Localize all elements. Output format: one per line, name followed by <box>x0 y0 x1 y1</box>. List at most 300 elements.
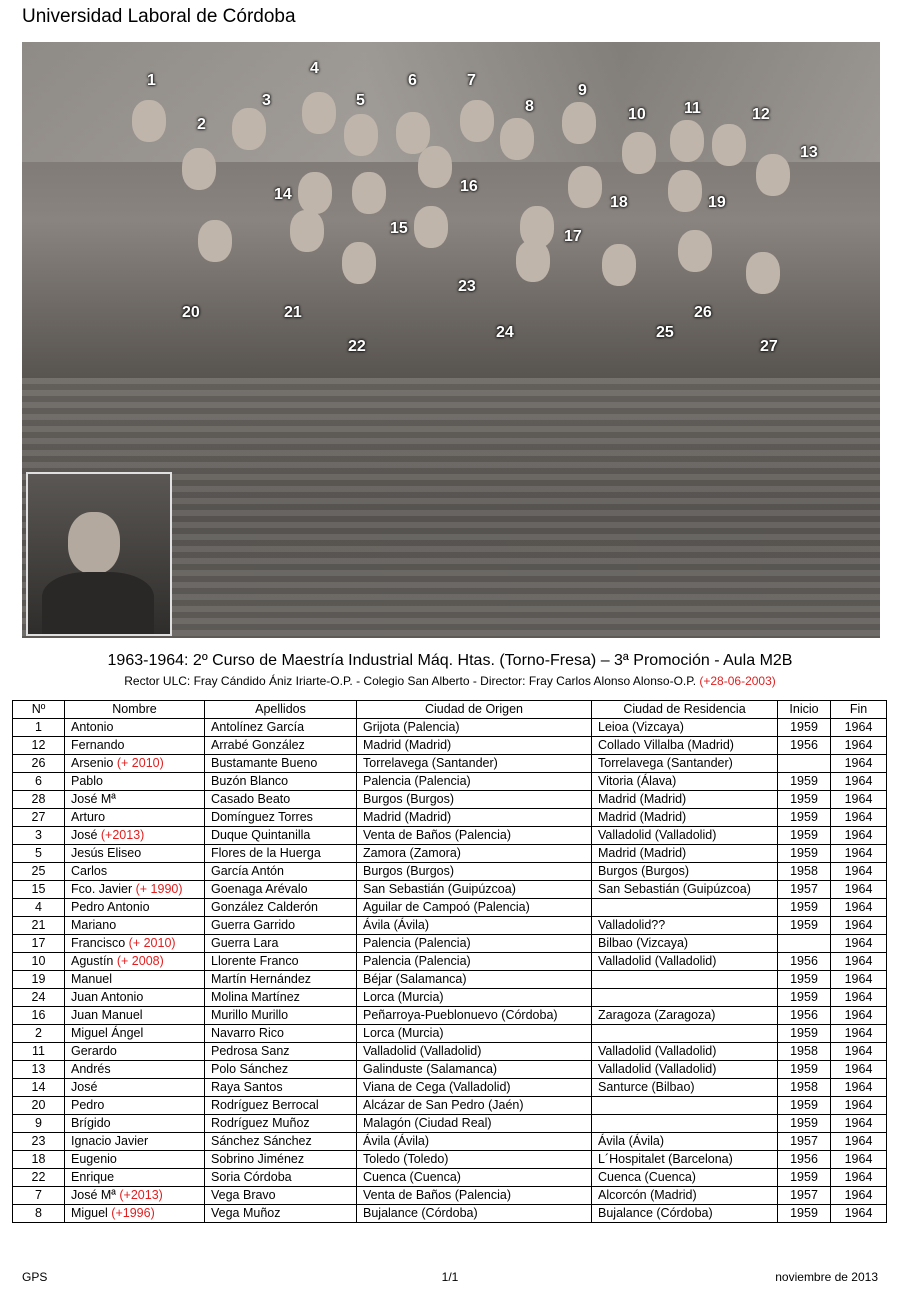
cell-inicio-text: 1959 <box>790 846 818 860</box>
table-row <box>13 791 887 809</box>
table-row <box>13 1025 887 1043</box>
table-row <box>13 1061 887 1079</box>
group-photo <box>22 42 880 638</box>
cell-inicio-text: 1958 <box>790 1080 818 1094</box>
caption-sub-main: Rector ULC: Fray Cándido Ániz Iriarte-O.P. - Colegio San Alberto - Director: Fray Carlos Alonso Alonso-O.P. <box>124 674 700 688</box>
cell-origen <box>357 1097 592 1115</box>
cell-fin <box>831 1151 887 1169</box>
cell-residencia-text: Valladolid (Valladolid) <box>598 954 717 968</box>
cell-apellidos-text: Antolínez García <box>211 720 305 734</box>
cell-inicio-text: 1956 <box>790 1008 818 1022</box>
photo-label: 24 <box>496 324 514 341</box>
cell-origen <box>357 899 592 917</box>
cell-numero-text: 21 <box>31 918 46 932</box>
cell-residencia <box>592 1043 778 1061</box>
cell-apellidos-text: Navarro Rico <box>211 1026 284 1040</box>
cell-inicio-text: 1959 <box>790 810 818 824</box>
cell-origen <box>357 1169 592 1187</box>
cell-nombre <box>65 881 205 899</box>
cell-apellidos-text: Goenaga Arévalo <box>211 882 308 896</box>
cell-nombre-text: Arsenio <box>71 756 117 770</box>
cell-residencia <box>592 1079 778 1097</box>
cell-origen-text: Grijota (Palencia) <box>363 720 460 734</box>
cell-residencia <box>592 809 778 827</box>
cell-nombre <box>65 899 205 917</box>
photo-label: 27 <box>760 338 778 355</box>
cell-residencia <box>592 989 778 1007</box>
person-head <box>182 148 216 190</box>
deceased-note: (+ 2008) <box>116 954 164 968</box>
cell-residencia <box>592 971 778 989</box>
cell-inicio-text: 1959 <box>790 774 818 788</box>
person-head <box>302 92 336 134</box>
cell-inicio <box>778 1079 831 1097</box>
cell-apellidos-text: Murillo Murillo <box>211 1008 289 1022</box>
cell-fin <box>831 917 887 935</box>
cell-residencia-text: L´Hospitalet (Barcelona) <box>598 1152 733 1166</box>
cell-origen <box>357 845 592 863</box>
cell-origen <box>357 1025 592 1043</box>
table-row <box>13 809 887 827</box>
cell-inicio <box>778 881 831 899</box>
cell-inicio-text: 1959 <box>790 1206 818 1220</box>
cell-numero-text: 4 <box>35 900 42 914</box>
cell-nombre <box>65 737 205 755</box>
person-head <box>602 244 636 286</box>
table-row <box>13 1079 887 1097</box>
cell-origen-text: Torrelavega (Santander) <box>363 756 498 770</box>
person-head <box>500 118 534 160</box>
cell-origen <box>357 935 592 953</box>
cell-nombre-text: Juan Antonio <box>71 990 144 1004</box>
person-head <box>516 240 550 282</box>
inset-photo <box>26 472 172 636</box>
cell-apellidos <box>205 1115 357 1133</box>
cell-numero <box>13 1115 65 1133</box>
cell-inicio-text: 1959 <box>790 1116 818 1130</box>
cell-fin-text: 1964 <box>844 954 873 968</box>
cell-fin <box>831 1097 887 1115</box>
photo-label: 5 <box>356 92 365 109</box>
cell-residencia-text: Madrid (Madrid) <box>598 810 687 824</box>
cell-fin <box>831 791 887 809</box>
cell-fin-text: 1964 <box>844 864 873 878</box>
cell-origen <box>357 773 592 791</box>
cell-inicio-text: 1958 <box>790 864 818 878</box>
cell-numero <box>13 1187 65 1205</box>
cell-nombre <box>65 971 205 989</box>
photo-label: 13 <box>800 144 818 161</box>
cell-origen-text: Ávila (Ávila) <box>363 1134 429 1148</box>
cell-numero <box>13 1079 65 1097</box>
person-head <box>198 220 232 262</box>
cell-nombre <box>65 1187 205 1205</box>
cell-inicio <box>778 827 831 845</box>
cell-origen <box>357 1043 592 1061</box>
cell-apellidos <box>205 719 357 737</box>
cell-origen <box>357 1115 592 1133</box>
cell-fin-text: 1964 <box>844 792 873 806</box>
cell-residencia <box>592 1151 778 1169</box>
cell-residencia-text: Madrid (Madrid) <box>598 846 687 860</box>
cell-origen <box>357 791 592 809</box>
cell-apellidos <box>205 791 357 809</box>
cell-apellidos <box>205 917 357 935</box>
cell-inicio <box>778 1187 831 1205</box>
deceased-note: (+ 1990) <box>135 882 183 896</box>
cell-inicio-text: 1959 <box>790 900 818 914</box>
cell-nombre-text: Antonio <box>71 720 114 734</box>
caption-title: 1963-1964: 2º Curso de Maestría Industrial Máq. Htas. (Torno-Fresa) – 3ª Promoción - Aula M2B <box>107 652 793 669</box>
cell-numero-text: 19 <box>31 972 46 986</box>
table-row <box>13 863 887 881</box>
cell-numero <box>13 1043 65 1061</box>
cell-inicio <box>778 809 831 827</box>
cell-fin-text: 1964 <box>844 756 873 770</box>
person-head <box>344 114 378 156</box>
cell-fin <box>831 881 887 899</box>
person-head <box>746 252 780 294</box>
cell-residencia <box>592 1133 778 1151</box>
cell-inicio-text: 1959 <box>790 1026 818 1040</box>
cell-fin-text: 1964 <box>844 1098 873 1112</box>
cell-numero-text: 27 <box>31 810 46 824</box>
cell-apellidos <box>205 1151 357 1169</box>
cell-numero-text: 5 <box>35 846 42 860</box>
table-row <box>13 1205 887 1223</box>
cell-nombre <box>65 827 205 845</box>
deceased-note: (+1996) <box>111 1206 155 1220</box>
cell-fin-text: 1964 <box>844 972 873 986</box>
table-row <box>13 1169 887 1187</box>
footer-left: GPS <box>22 1270 48 1284</box>
cell-residencia <box>592 953 778 971</box>
table-body <box>13 719 887 1223</box>
cell-numero <box>13 1151 65 1169</box>
cell-inicio-text: 1956 <box>790 954 818 968</box>
cell-inicio <box>778 1115 831 1133</box>
cell-fin-text: 1964 <box>844 810 873 824</box>
cell-origen-text: Peñarroya-Pueblonuevo (Córdoba) <box>363 1008 558 1022</box>
cell-origen-text: Palencia (Palencia) <box>363 954 471 968</box>
cell-nombre <box>65 1151 205 1169</box>
cell-nombre <box>65 863 205 881</box>
cell-inicio <box>778 917 831 935</box>
cell-numero-text: 15 <box>31 882 46 896</box>
header-inicio: Inicio <box>778 701 831 719</box>
person-head <box>678 230 712 272</box>
caption-sub-red: (+28-06-2003) <box>699 674 776 688</box>
cell-origen <box>357 1079 592 1097</box>
photo-label: 8 <box>525 98 534 115</box>
cell-numero-text: 20 <box>31 1098 46 1112</box>
cell-numero-text: 9 <box>35 1116 42 1130</box>
cell-numero <box>13 971 65 989</box>
cell-apellidos-text: Martín Hernández <box>211 972 312 986</box>
cell-inicio <box>778 971 831 989</box>
photo-label: 18 <box>610 194 628 211</box>
cell-apellidos-text: Vega Bravo <box>211 1188 276 1202</box>
cell-apellidos-text: González Calderón <box>211 900 319 914</box>
cell-fin <box>831 1043 887 1061</box>
cell-origen <box>357 1151 592 1169</box>
cell-numero-text: 13 <box>31 1062 46 1076</box>
cell-nombre <box>65 1097 205 1115</box>
person-head <box>460 100 494 142</box>
cell-apellidos-text: Sobrino Jiménez <box>211 1152 305 1166</box>
footer-date: noviembre de 2013 <box>775 1270 878 1284</box>
cell-numero-text: 25 <box>31 864 46 878</box>
cell-residencia <box>592 1097 778 1115</box>
cell-residencia <box>592 755 778 773</box>
photo-label: 11 <box>684 100 701 117</box>
cell-fin <box>831 827 887 845</box>
cell-fin-text: 1964 <box>844 1134 873 1148</box>
cell-fin <box>831 719 887 737</box>
cell-inicio-text: 1959 <box>790 1098 818 1112</box>
cell-residencia <box>592 845 778 863</box>
cell-inicio-text: 1957 <box>790 1134 818 1148</box>
cell-nombre <box>65 989 205 1007</box>
cell-apellidos <box>205 971 357 989</box>
cell-apellidos <box>205 863 357 881</box>
cell-nombre-text: José Mª <box>71 792 116 806</box>
cell-residencia-text: Bujalance (Córdoba) <box>598 1206 713 1220</box>
cell-residencia-text: Torrelavega (Santander) <box>598 756 733 770</box>
cell-residencia-text: Zaragoza (Zaragoza) <box>598 1008 716 1022</box>
photo-label: 17 <box>564 228 582 245</box>
cell-inicio-text: 1957 <box>790 882 818 896</box>
footer-page-number: 1/1 <box>441 1270 459 1284</box>
cell-apellidos-text: Soria Córdoba <box>211 1170 292 1184</box>
header-residencia: Ciudad de Residencia <box>592 701 778 719</box>
cell-origen <box>357 1007 592 1025</box>
photo-label: 4 <box>310 60 319 77</box>
cell-inicio <box>778 1061 831 1079</box>
cell-nombre-text: Carlos <box>71 864 108 878</box>
cell-numero <box>13 953 65 971</box>
cell-fin <box>831 809 887 827</box>
cell-residencia <box>592 791 778 809</box>
cell-apellidos-text: Guerra Garrido <box>211 918 296 932</box>
cell-inicio-text: 1957 <box>790 1188 818 1202</box>
cell-fin <box>831 1025 887 1043</box>
cell-residencia <box>592 827 778 845</box>
cell-inicio-text: 1959 <box>790 792 818 806</box>
cell-inicio <box>778 1205 831 1223</box>
cell-apellidos-text: Llorente Franco <box>211 954 299 968</box>
cell-residencia <box>592 917 778 935</box>
cell-inicio <box>778 1133 831 1151</box>
table-row <box>13 1097 887 1115</box>
cell-origen-text: Lorca (Murcia) <box>363 1026 444 1040</box>
cell-fin-text: 1964 <box>844 1170 873 1184</box>
cell-residencia <box>592 1061 778 1079</box>
cell-origen-text: Venta de Baños (Palencia) <box>363 828 512 842</box>
cell-numero <box>13 1205 65 1223</box>
cell-residencia <box>592 719 778 737</box>
cell-fin <box>831 773 887 791</box>
cell-residencia-text: Cuenca (Cuenca) <box>598 1170 696 1184</box>
cell-fin <box>831 953 887 971</box>
cell-fin-text: 1964 <box>844 846 873 860</box>
cell-fin <box>831 845 887 863</box>
cell-origen-text: Palencia (Palencia) <box>363 936 471 950</box>
cell-apellidos-text: Rodríguez Berrocal <box>211 1098 319 1112</box>
cell-origen <box>357 953 592 971</box>
photo-label: 9 <box>578 82 587 99</box>
photo-label: 2 <box>197 116 206 133</box>
person-head <box>712 124 746 166</box>
cell-numero <box>13 1025 65 1043</box>
cell-nombre-text: Miguel <box>71 1206 112 1220</box>
cell-inicio <box>778 1007 831 1025</box>
cell-nombre-text: José <box>71 1080 98 1094</box>
cell-nombre <box>65 791 205 809</box>
cell-apellidos-text: Guerra Lara <box>211 936 279 950</box>
person-head <box>132 100 166 142</box>
cell-origen <box>357 881 592 899</box>
cell-numero <box>13 881 65 899</box>
deceased-note: (+ 2010) <box>128 936 176 950</box>
table-row <box>13 1151 887 1169</box>
cell-residencia-text: Madrid (Madrid) <box>598 792 687 806</box>
cell-nombre <box>65 953 205 971</box>
cell-apellidos-text: Domínguez Torres <box>211 810 313 824</box>
cell-inicio-text: 1959 <box>790 720 818 734</box>
photo-label: 1 <box>147 72 156 89</box>
cell-nombre-text: Pedro <box>71 1098 105 1112</box>
cell-apellidos <box>205 773 357 791</box>
cell-origen <box>357 827 592 845</box>
cell-nombre-text: Fernando <box>71 738 125 752</box>
cell-fin-text: 1964 <box>844 990 873 1004</box>
cell-fin-text: 1964 <box>844 1206 873 1220</box>
table-row <box>13 899 887 917</box>
photo-label: 10 <box>628 106 646 123</box>
cell-inicio <box>778 791 831 809</box>
deceased-note: (+2013) <box>100 828 145 842</box>
cell-origen-text: Cuenca (Cuenca) <box>363 1170 461 1184</box>
table-row <box>13 935 887 953</box>
person-head <box>352 172 386 214</box>
cell-origen <box>357 755 592 773</box>
cell-numero <box>13 737 65 755</box>
cell-numero-text: 6 <box>35 774 42 788</box>
cell-fin-text: 1964 <box>844 738 873 752</box>
cell-residencia <box>592 1007 778 1025</box>
cell-apellidos-text: Bustamante Bueno <box>211 756 318 770</box>
cell-apellidos-text: Polo Sánchez <box>211 1062 289 1076</box>
cell-apellidos-text: Casado Beato <box>211 792 291 806</box>
deceased-note: (+2013) <box>119 1188 163 1202</box>
photo-label: 6 <box>408 72 417 89</box>
table-row <box>13 827 887 845</box>
cell-residencia-text: Vitoria (Álava) <box>598 774 677 788</box>
cell-origen-text: Valladolid (Valladolid) <box>363 1044 482 1058</box>
cell-inicio <box>778 1151 831 1169</box>
cell-origen-text: Malagón (Ciudad Real) <box>363 1116 492 1130</box>
cell-numero-text: 7 <box>35 1188 42 1202</box>
cell-nombre-text: Arturo <box>71 810 106 824</box>
photo-label: 14 <box>274 186 292 203</box>
cell-inicio <box>778 755 831 773</box>
photo-label: 12 <box>752 106 770 123</box>
cell-numero <box>13 1007 65 1025</box>
cell-nombre <box>65 719 205 737</box>
cell-residencia-text: Burgos (Burgos) <box>598 864 690 878</box>
cell-nombre-text: Miguel Ángel <box>71 1026 144 1040</box>
cell-residencia-text: Ávila (Ávila) <box>598 1134 664 1148</box>
cell-origen-text: Lorca (Murcia) <box>363 990 444 1004</box>
photo-label: 21 <box>284 304 302 321</box>
cell-inicio-text: 1959 <box>790 918 818 932</box>
cell-inicio <box>778 1043 831 1061</box>
table-row <box>13 1115 887 1133</box>
cell-residencia <box>592 1025 778 1043</box>
cell-residencia-text: San Sebastián (Guipúzcoa) <box>598 882 751 896</box>
table-row <box>13 845 887 863</box>
header-fin: Fin <box>831 701 887 719</box>
cell-numero <box>13 809 65 827</box>
cell-numero-text: 8 <box>35 1206 42 1220</box>
cell-nombre-text: Pablo <box>71 774 103 788</box>
cell-residencia-text: Bilbao (Vizcaya) <box>598 936 689 950</box>
cell-origen-text: Viana de Cega (Valladolid) <box>363 1080 511 1094</box>
cell-numero <box>13 791 65 809</box>
header-origen: Ciudad de Origen <box>357 701 592 719</box>
cell-origen-text: Bujalance (Córdoba) <box>363 1206 478 1220</box>
cell-numero <box>13 1061 65 1079</box>
cell-numero-text: 26 <box>31 756 46 770</box>
cell-inicio <box>778 953 831 971</box>
cell-nombre <box>65 1007 205 1025</box>
table-row <box>13 1007 887 1025</box>
cell-nombre-text: Francisco <box>71 936 129 950</box>
cell-numero-text: 14 <box>31 1080 46 1094</box>
cell-fin-text: 1964 <box>844 1026 873 1040</box>
photo-label: 15 <box>390 220 408 237</box>
cell-apellidos <box>205 899 357 917</box>
person-head <box>622 132 656 174</box>
photo-label: 16 <box>460 178 478 195</box>
cell-apellidos <box>205 881 357 899</box>
cell-apellidos <box>205 845 357 863</box>
cell-fin-text: 1964 <box>844 1188 873 1202</box>
cell-origen-text: Madrid (Madrid) <box>363 810 452 824</box>
cell-fin <box>831 935 887 953</box>
cell-apellidos <box>205 809 357 827</box>
cell-residencia-text: Valladolid (Valladolid) <box>598 828 717 842</box>
cell-inicio <box>778 899 831 917</box>
cell-numero-text: 23 <box>31 1134 46 1148</box>
person-head <box>414 206 448 248</box>
cell-numero <box>13 989 65 1007</box>
cell-origen <box>357 1205 592 1223</box>
cell-numero-text: 2 <box>35 1026 42 1040</box>
cell-origen-text: Toledo (Toledo) <box>363 1152 449 1166</box>
cell-numero-text: 16 <box>31 1008 46 1022</box>
cell-numero <box>13 899 65 917</box>
cell-nombre <box>65 1043 205 1061</box>
cell-nombre <box>65 917 205 935</box>
cell-fin <box>831 1133 887 1151</box>
cell-fin-text: 1964 <box>844 828 873 842</box>
cell-origen <box>357 971 592 989</box>
cell-origen <box>357 1133 592 1151</box>
cell-origen <box>357 719 592 737</box>
cell-nombre <box>65 1205 205 1223</box>
